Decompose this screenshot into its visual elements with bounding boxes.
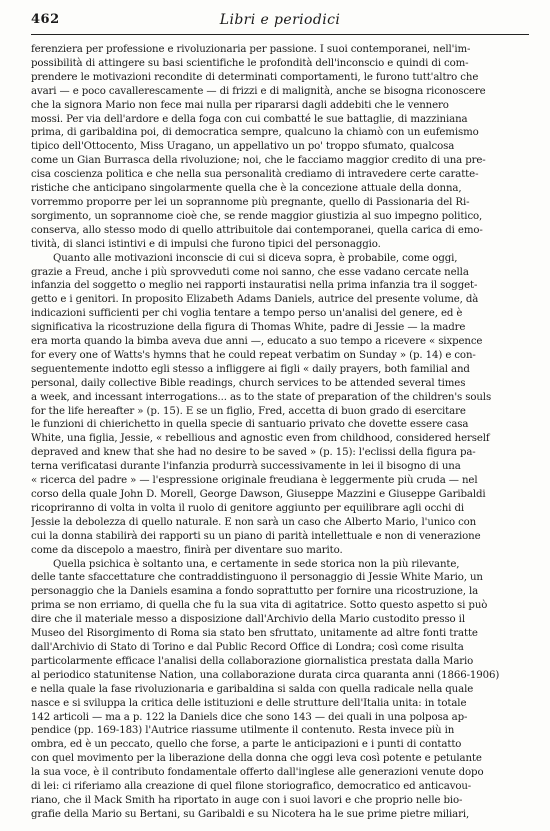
text-line: come da discepolo a maestro, finirà per diventare suo marito.	[31, 544, 343, 556]
text-line: la sua voce, è il contributo fondamentale offerto dall'inglese alle generazioni venute dopo	[31, 767, 484, 779]
text-line: depraved and knew that she had no desire to be saved » (p. 15): l'eclissi della figura pa-	[31, 447, 476, 459]
text-line: vorremmo proporre per lei un soprannome più pregnante, quello di Passionaria del Ri-	[31, 196, 470, 208]
text-line: possibilità di attingere su basi scientifiche le profondità dell'inconscio e quindi di com-	[31, 57, 469, 69]
text-line: ristiche che anticipano singolarmente quella che è la concezione attuale della donna,	[31, 183, 462, 195]
text-line: tività, di slanci istintivi e di impulsi che furono tipici del personaggio.	[31, 238, 381, 250]
text-line: infanzia del soggetto o meglio nei rapporti instauratisi nella prima infanzia tra il sogget-	[31, 280, 478, 292]
text-line: tipico dell'Ottocento, Miss Uragano, un appellativo un po' troppo sfumato, qualcosa	[31, 141, 455, 153]
text-line: avari — e poco cavallerescamente — di frizzi e di malignità, anche se bisogna riconoscere	[31, 85, 486, 97]
text-line: « ricerca del padre » — l'espressione originale freudiana è leggermente più cruda — nel	[31, 475, 478, 487]
text-line: seguentemente indotto egli stesso a infliggere ai figli « daily prayers, both familial and	[31, 363, 470, 375]
text-line: mossi. Per via dell'ardore e della foga con cui combatté le sue battaglie, di mazziniana	[31, 113, 468, 125]
text-line: prima, di garibaldina poi, di democratica sempre, qualcuno la chiamò con un eufemismo	[31, 127, 479, 139]
text-line: pendice (pp. 169-183) l'Autrice riassume utilmente il contenuto. Resta invece più in	[31, 725, 455, 737]
text-line: Quella psichica è soltanto una, e certamente in sede storica non la più rilevante,	[53, 558, 460, 570]
text-line: riano, che il Mack Smith ha riportato in auge con i suoi lavori e che proprio nelle bio-	[31, 794, 463, 806]
page-header	[31, 12, 529, 35]
text-line: come un Gian Burrasca della rivoluzione; noi, che le facciamo maggior credito di una pre-	[31, 155, 486, 167]
text-line: al periodico statunitense Nation, una collaborazione durata circa quaranta anni (1866-1906)	[31, 669, 500, 681]
text-line: e nella quale la fase rivoluzionaria e garibaldina si salda con quella radicale nella quale	[31, 683, 474, 695]
running-title: Libri e periodici	[219, 12, 341, 28]
text-line: con quel movimento per la liberazione della donna che oggi leva così potente e petulante	[31, 753, 482, 765]
text-line: grafie della Mario su Bertani, su Garibaldi e su Nicotera ha le sue prime pietre miliari,	[31, 808, 470, 820]
text-line: cui la donna stabilirà dei rapporti su un piano di parità intellettuale e non di venerazione	[31, 530, 481, 542]
page-number: 462	[31, 12, 60, 27]
text-line: cisa coscienza politica e che nella sua personalità crediamo di intravedere certe caratte-	[31, 169, 479, 181]
text-line: for every one of Watts's hymns that he could repeat verbatim on Sunday » (p. 14) e con-	[31, 349, 476, 361]
text-line: ricopriranno di volta in volta il ruolo di genitore aggiunto per equilibrare agli occhi di	[31, 502, 464, 514]
text-line: le funzioni di chierichetto in quella specie di santuario privato che dovette essere casa	[31, 419, 469, 431]
text-line: che la signora Mario non fece mai nulla per ripararsi dagli addebiti che le vennero	[31, 99, 449, 111]
text-line: terna verificatasi durante l'infanzia produrrà successivamente in lei il bisogno di una	[31, 461, 461, 473]
text-line: nasce e si sviluppa la critica delle istituzioni e delle strutture dell'Italia unita: in totale	[31, 697, 467, 709]
text-line: era morta quando la bimba aveva due anni —, educato a suo tempo a ricevere « sixpence	[31, 336, 483, 348]
text-line: particolarmente efficace l'analisi della collaborazione giornalistica prestata dalla Mario	[31, 655, 474, 667]
text-line: a week, and incessant interrogations... as to the state of preparation of the children's souls	[31, 391, 492, 403]
text-line: ferenziera per professione e rivoluzionaria per passione. I suoi contemporanei, nell'im-	[31, 44, 471, 55]
text-line: personal, daily collective Bible readings, church services to be attended several times	[31, 377, 466, 389]
text-line: ombra, ed è un peccato, quello che forse, a parte le anticipazioni e i punti di contatto	[31, 739, 462, 751]
text-line: dire che il materiale messo a disposizione dall'Archivio della Mario custodito presso il	[31, 614, 465, 626]
text-line: personaggio che la Daniels esamina a fondo soprattutto per fornire una ricostruzione, la	[31, 586, 479, 598]
text-line: grazie a Freud, anche i più sprovveduti come noi sanno, che esse vadano cercate nella	[31, 266, 469, 278]
text-line: Jessie la debolezza di quello naturale. E non sarà un caso che Alberto Mario, l'unico con	[31, 516, 477, 528]
text-line: dall'Archivio di Stato di Torino e dal Public Record Office di Londra; così come risulta	[31, 641, 464, 653]
text-line: prendere le motivazioni recondite di determinati comportamenti, le furono tutt'altro che	[31, 71, 479, 83]
text-line: prima se non erriamo, di quella che fu la sua vita di agitatrice. Sotto questo aspetto si può	[31, 600, 488, 612]
text-line: sorgimento, un soprannome cioè che, se rende maggior giustizia al suo impegno politico,	[31, 210, 483, 222]
text-line: White, una figlia, Jessie, « rebellious and agnostic even from childhood, considered herself	[31, 433, 490, 445]
body-text	[31, 43, 529, 822]
text-line: corso della quale John D. Morell, George Dawson, Giuseppe Mazzini e Giuseppe Garibaldi	[31, 489, 486, 500]
text-line: Quanto alle motivazioni inconscie di cui si diceva sopra, è probabile, come oggi,	[53, 252, 458, 264]
text-line: 142 articoli — ma a p. 122 la Daniels dice che sono 143 — dei quali in una polposa ap-	[31, 711, 468, 723]
text-line: indicazioni sufficienti per chi voglia tentare a tempo perso un'analisi del genere, ed è	[31, 308, 463, 320]
text-line: di lei: ci riferiamo alla creazione di quel filone storiografico, democratico ed anticavou-	[31, 781, 472, 793]
text-line: delle tante sfaccettature che contraddistinguono il personaggio di Jessie White Mario, un	[31, 572, 483, 584]
text-line: conserva, allo stesso modo di quello attribuitole dai contemporanei, quella carica di emo-	[31, 224, 483, 236]
text-line: for the life hereafter » (p. 15). E se un figlio, Fred, accetta di buon grado di esercitare	[31, 405, 466, 417]
text-line: significativa la ricostruzione della figura di Thomas White, padre di Jessie — la madre	[31, 322, 466, 334]
text-line: getto e i genitori. In proposito Elizabeth Adams Daniels, autrice del presente volume, dà	[31, 294, 479, 306]
text-line: Museo del Risorgimento di Roma sia stato ben sfruttato, unitamente ad altre fonti tratte	[31, 628, 478, 640]
